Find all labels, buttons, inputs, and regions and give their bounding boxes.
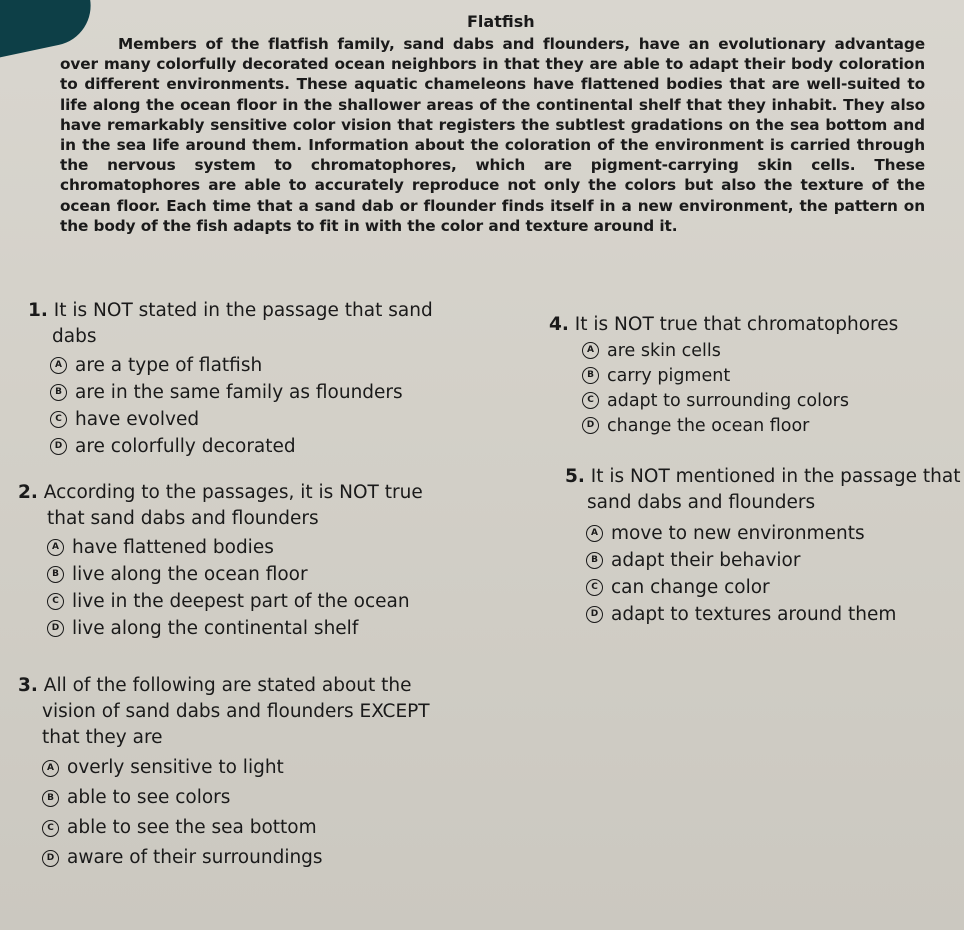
question-4-number: 4.	[549, 314, 569, 335]
question-1-option-c[interactable]	[50, 406, 488, 433]
answer-bubble-icon[interactable]: D	[42, 850, 59, 867]
answer-bubble-icon[interactable]: C	[586, 579, 603, 596]
question-2-option-b[interactable]	[47, 561, 488, 588]
answer-bubble-icon[interactable]: A	[50, 357, 67, 374]
option-text: live in the deepest part of the ocean	[72, 590, 410, 612]
question-3-number: 3.	[18, 675, 38, 696]
question-1-stem-line2: dabs	[52, 326, 97, 347]
question-4-option-a[interactable]	[582, 338, 949, 363]
question-2-option-d[interactable]	[47, 615, 488, 642]
answer-bubble-icon[interactable]: B	[47, 566, 64, 583]
answer-bubble-icon[interactable]: B	[586, 552, 603, 569]
answer-bubble-icon[interactable]: C	[47, 593, 64, 610]
question-5-stem-line2: sand dabs and flounders	[587, 492, 816, 513]
answer-bubble-icon[interactable]: C	[50, 411, 67, 428]
question-2-stem-line2: that sand dabs and flounders	[47, 508, 319, 529]
option-text: are a type of flatfish	[75, 354, 263, 376]
question-3-option-a[interactable]	[42, 753, 518, 783]
question-5-option-a[interactable]	[586, 520, 964, 547]
question-3-stem-line2: vision of sand dabs and flounders EXCEPT	[42, 701, 430, 722]
question-5-stem	[565, 464, 964, 490]
option-text: are skin cells	[607, 340, 721, 361]
question-3-stem-line1: All of the following are stated about the	[43, 675, 412, 696]
question-3-stem	[18, 673, 518, 699]
question-4	[549, 312, 949, 438]
answer-bubble-icon[interactable]: A	[582, 342, 599, 359]
answer-bubble-icon[interactable]: B	[42, 790, 59, 807]
page-title: Flatfish	[467, 12, 535, 31]
question-4-option-c[interactable]	[582, 388, 949, 413]
option-text: are colorfully decorated	[75, 435, 296, 457]
question-2-option-a[interactable]	[47, 534, 488, 561]
question-1-option-a[interactable]	[50, 352, 488, 379]
option-text: overly sensitive to light	[67, 757, 284, 778]
answer-bubble-icon[interactable]: D	[47, 620, 64, 637]
question-2	[18, 480, 488, 642]
question-4-stem-line1: It is NOT true that chromatophores	[574, 314, 899, 335]
answer-bubble-icon[interactable]: A	[47, 539, 64, 556]
question-3	[18, 673, 518, 873]
question-4-option-d[interactable]	[582, 413, 949, 438]
question-1-number: 1.	[28, 300, 48, 321]
answer-bubble-icon[interactable]: A	[586, 525, 603, 542]
option-text: move to new environments	[611, 522, 865, 544]
answer-bubble-icon[interactable]: B	[582, 367, 599, 384]
question-1-stem	[28, 298, 488, 324]
option-text: can change color	[611, 576, 770, 598]
answer-bubble-icon[interactable]: D	[586, 606, 603, 623]
option-text: adapt their behavior	[611, 549, 801, 571]
question-1	[28, 298, 488, 460]
answer-bubble-icon[interactable]: D	[50, 438, 67, 455]
option-text: able to see colors	[67, 787, 231, 808]
question-3-stem-line3: that they are	[42, 727, 163, 748]
question-5-option-c[interactable]	[586, 574, 964, 601]
option-text: adapt to surrounding colors	[607, 390, 849, 411]
answer-bubble-icon[interactable]: B	[50, 384, 67, 401]
answer-bubble-icon[interactable]: C	[582, 392, 599, 409]
question-3-option-d[interactable]	[42, 843, 518, 873]
question-1-stem-line1: It is NOT stated in the passage that sand	[53, 300, 433, 321]
answer-bubble-icon[interactable]: C	[42, 820, 59, 837]
question-4-option-b[interactable]	[582, 363, 949, 388]
question-5-stem-line1: It is NOT mentioned in the passage that	[590, 466, 961, 487]
question-1-option-b[interactable]	[50, 379, 488, 406]
question-5-option-d[interactable]	[586, 601, 964, 628]
option-text: adapt to textures around them	[611, 603, 897, 625]
option-text: carry pigment	[607, 365, 731, 386]
option-text: have flattened bodies	[72, 536, 274, 558]
option-text: have evolved	[75, 408, 200, 430]
question-2-option-c[interactable]	[47, 588, 488, 615]
option-text: aware of their surroundings	[67, 847, 323, 868]
reading-passage	[60, 34, 925, 236]
question-2-stem-line1: According to the passages, it is NOT true	[43, 482, 423, 503]
option-text: change the ocean floor	[607, 415, 810, 436]
option-text: live along the ocean floor	[72, 563, 308, 585]
question-3-option-c[interactable]	[42, 813, 518, 843]
passage-text: Members of the flatfish family, sand dabs and flounders, have an evolutionary advantage over many colorfully decorated ocean neighbors in that they are able to adapt their body coloration to different environments. These aquatic chameleons have flattened bodies that are well-suited to life along the ocean floor in the shallower areas of the continental shelf that they inhabit. They also have remarkably sensitive color vision that registers the subtlest gradations on the sea bottom and in the sea life around them. Information about the coloration of the environment is carried through the nervous system to chromatophores, which are pigment-carrying skin cells. These chromatophores are able to accurately reproduce not only the colors but also the texture of the ocean floor. Each time that a sand dab or flounder finds itself in a new environment, the pattern on the body of the fish adapts to fit in with the color and texture around it.	[60, 35, 925, 235]
option-text: are in the same family as flounders	[75, 381, 403, 403]
question-5-option-b[interactable]	[586, 547, 964, 574]
answer-bubble-icon[interactable]: A	[42, 760, 59, 777]
question-5-number: 5.	[565, 466, 585, 487]
question-5	[565, 464, 964, 628]
option-text: able to see the sea bottom	[67, 817, 317, 838]
question-2-stem	[18, 480, 488, 506]
question-4-stem	[549, 312, 949, 338]
question-1-option-d[interactable]	[50, 433, 488, 460]
question-2-number: 2.	[18, 482, 38, 503]
question-3-option-b[interactable]	[42, 783, 518, 813]
option-text: live along the continental shelf	[72, 617, 359, 639]
answer-bubble-icon[interactable]: D	[582, 417, 599, 434]
